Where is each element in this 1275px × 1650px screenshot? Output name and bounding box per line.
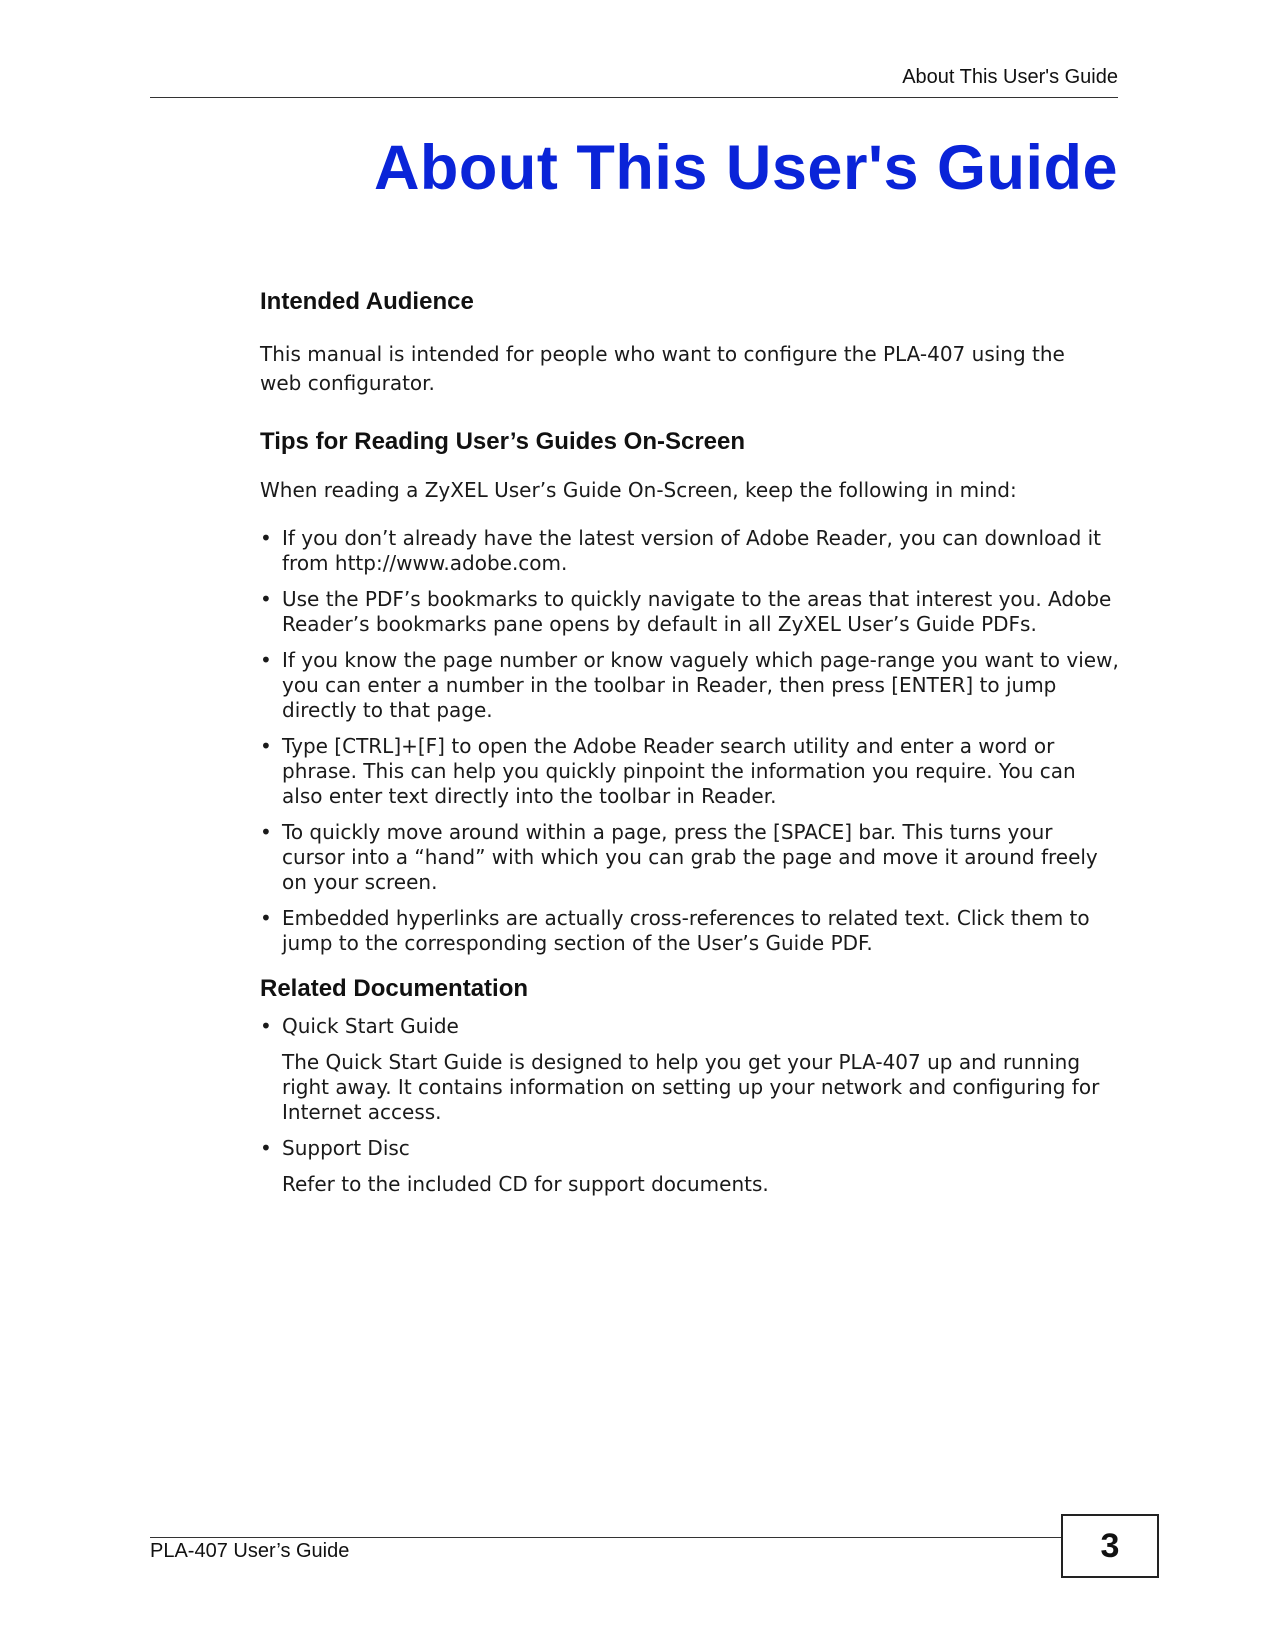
tip-text: If you don’t already have the latest version of Adobe Reader, you can download it from http://www.adobe.com. <box>282 526 1102 575</box>
list-item <box>260 526 1120 576</box>
list-item <box>260 906 1120 956</box>
tip-text: Use the PDF’s bookmarks to quickly navigate to the areas that interest you. Adobe Reader’s bookmarks pane opens by default in all ZyXEL User’s Guide PDFs. <box>282 587 1112 636</box>
tips-intro-text: When reading a ZyXEL User’s Guide On-Screen, keep the following in mind: <box>260 478 1017 502</box>
bullet-icon: • <box>260 648 272 672</box>
section-heading-related-documentation: Related Documentation <box>260 975 529 1002</box>
bullet-icon: • <box>260 906 272 930</box>
tip-text: Embedded hyperlinks are actually cross-references to related text. Click them to jump to the corresponding section of the User’s Guide PDF. <box>282 906 1090 955</box>
header-divider <box>150 97 1118 98</box>
list-item <box>260 1136 1120 1161</box>
tip-text: To quickly move around within a page, press the [SPACE] bar. This turns your cursor into a “hand” with which you can grab the page and move it around freely on your screen. <box>282 820 1098 894</box>
list-item <box>260 734 1120 809</box>
related-doc-description: Refer to the included CD for support documents. <box>282 1172 769 1196</box>
tip-text: Type [CTRL]+[F] to open the Adobe Reader search utility and enter a word or phrase. This can help you quickly pinpoint the information you require. You can also enter text directly into the toolbar in Reader. <box>282 734 1076 808</box>
related-docs-list <box>260 1014 1120 1039</box>
list-item <box>260 1014 1120 1039</box>
section-heading-tips: Tips for Reading User’s Guides On-Screen <box>260 428 746 455</box>
page-content <box>260 287 1120 1208</box>
list-item <box>260 648 1120 723</box>
related-docs-list <box>260 1136 1120 1161</box>
page-number: 3 <box>1061 1514 1159 1578</box>
list-item <box>260 587 1120 637</box>
footer-doc-name: PLA-407 User’s Guide <box>150 1540 350 1562</box>
bullet-icon: • <box>260 734 272 758</box>
tip-text: If you know the page number or know vaguely which page-range you want to view, you can enter a number in the toolbar in Reader, then press [ENTER] to jump directly to that page. <box>282 648 1119 722</box>
footer-divider <box>150 1537 1070 1538</box>
bullet-icon: • <box>260 526 272 550</box>
section-heading-intended-audience: Intended Audience <box>260 288 474 315</box>
related-doc-label: Quick Start Guide <box>282 1014 459 1038</box>
bullet-icon: • <box>260 1136 272 1160</box>
related-doc-description: The Quick Start Guide is designed to help you get your PLA-407 up and running right away. It contains information on setting up your network and configuring for Internet access. <box>282 1050 1100 1124</box>
page-title: About This User's Guide <box>373 133 1118 203</box>
list-item <box>260 820 1120 895</box>
running-header: About This User's Guide <box>902 66 1118 88</box>
tips-list <box>260 526 1120 956</box>
intended-audience-text: This manual is intended for people who want to configure the PLA-407 using the web configurator. <box>260 342 1065 395</box>
bullet-icon: • <box>260 1014 272 1038</box>
related-doc-label: Support Disc <box>282 1136 410 1160</box>
bullet-icon: • <box>260 820 272 844</box>
bullet-icon: • <box>260 587 272 611</box>
